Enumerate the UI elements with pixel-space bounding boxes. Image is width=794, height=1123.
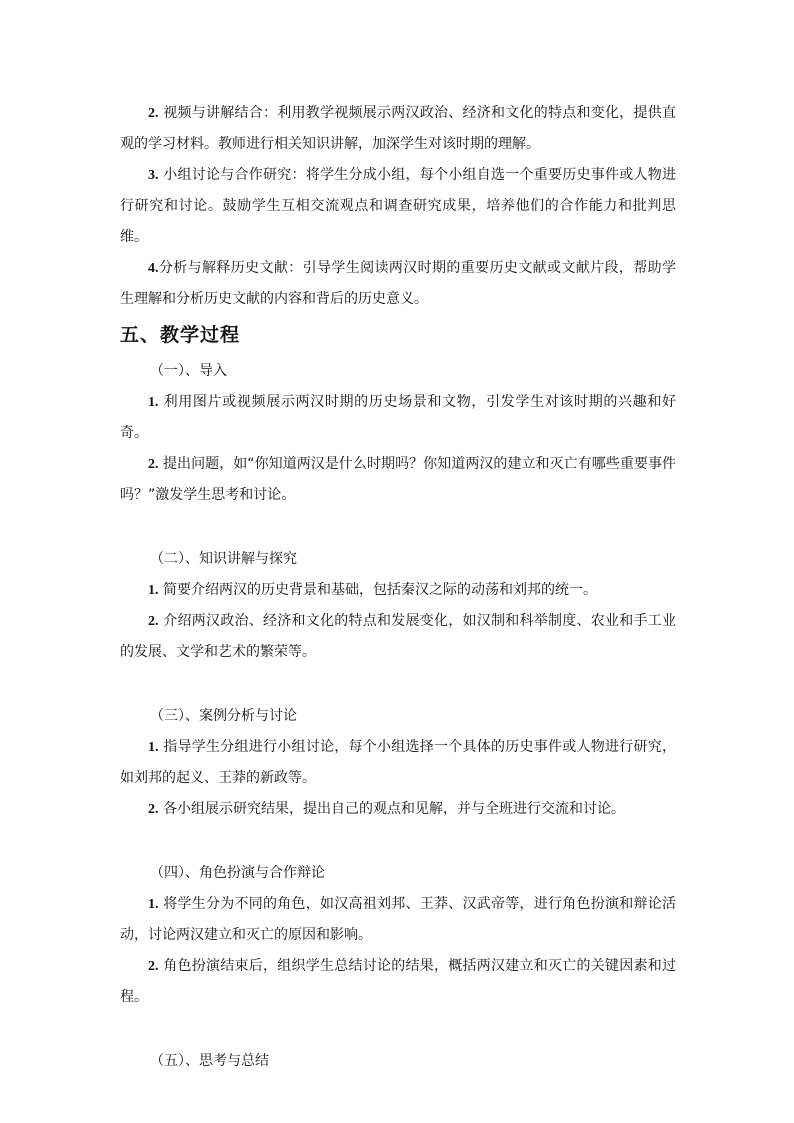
spacer — [120, 825, 676, 857]
item-number: 2. — [148, 802, 159, 817]
list-item — [120, 889, 676, 951]
item-number: 1. — [148, 395, 159, 410]
list-item — [120, 387, 676, 449]
item-number: 2. — [148, 959, 159, 974]
method-item-3 — [120, 160, 676, 253]
item-number: 1. — [148, 740, 159, 755]
method-item-2 — [120, 98, 676, 160]
item-number: 2. — [148, 457, 159, 472]
list-item — [120, 449, 676, 511]
list-item — [120, 606, 676, 668]
list-item — [120, 732, 676, 794]
spacer — [120, 668, 676, 700]
item-number: 1. — [148, 897, 159, 912]
item-text: 介绍两汉政治、经济和文化的特点和发展变化，如汉制和科举制度、农业和手工业的发展、文学和艺术的繁荣等。 — [120, 613, 676, 660]
item-text: 提出问题，如“你知道两汉是什么时期吗？你知道两汉的建立和灭亡有哪些重要事件吗？”激发学生思考和讨论。 — [120, 456, 676, 503]
page-content — [120, 98, 676, 1077]
item-text: 视频与讲解结合：利用教学视频展示两汉政治、经济和文化的特点和变化，提供直观的学习材料。教师进行相关知识讲解，加深学生对该时期的理解。 — [120, 105, 676, 152]
list-item — [120, 951, 676, 1013]
list-item — [120, 575, 676, 606]
item-text: 利用图片或视频展示两汉时期的历史场景和文物，引发学生对该时期的兴趣和好奇。 — [120, 394, 676, 441]
item-number: 2. — [148, 614, 159, 629]
subsection-heading: （二）、知识讲解与探究 — [150, 551, 297, 567]
item-number: 2. — [148, 106, 159, 121]
item-text: 角色扮演结束后，组织学生总结讨论的结果，概括两汉建立和灭亡的关键因素和过程。 — [120, 958, 676, 1005]
item-text: 指导学生分组进行小组讨论，每个小组选择一个具体的历史事件或人物进行研究，如刘邦的起义、王莽的新政等。 — [120, 739, 676, 786]
item-number: 1. — [148, 583, 159, 598]
method-item-4 — [120, 253, 676, 315]
item-text: 简要介绍两汉的历史背景和基础，包括秦汉之际的动荡和刘邦的统一。 — [158, 582, 597, 598]
section-heading: 五、教学过程 — [120, 324, 241, 346]
spacer — [120, 511, 676, 543]
item-text: 各小组展示研究结果，提出自己的观点和见解，并与全班进行交流和讨论。 — [158, 801, 625, 817]
item-text: 分析与解释历史文献：引导学生阅读两汉时期的重要历史文献或文献片段，帮助学生理解和分析历史文献的内容和背后的历史意义。 — [120, 260, 676, 307]
item-number: 3. — [148, 168, 159, 183]
item-text: 小组讨论与合作研究：将学生分成小组，每个小组自选一个重要历史事件或人物进行研究和讨论。鼓励学生互相交流观点和调查研究成果，培养他们的合作能力和批判思维。 — [120, 167, 676, 245]
item-number: 4. — [148, 261, 159, 276]
item-text: 将学生分为不同的角色，如汉高祖刘邦、王莽、汉武帝等，进行角色扮演和辩论活动，讨论两汉建立和灭亡的原因和影响。 — [120, 896, 676, 943]
list-item — [120, 794, 676, 825]
subsection-heading: （五）、思考与总结 — [150, 1053, 269, 1069]
subsection-heading: （四）、角色扮演与合作辩论 — [150, 865, 325, 881]
spacer — [120, 1013, 676, 1045]
subsection-heading: （三）、案例分析与讨论 — [150, 708, 297, 724]
subsection-heading: （一）、导入 — [150, 363, 227, 379]
